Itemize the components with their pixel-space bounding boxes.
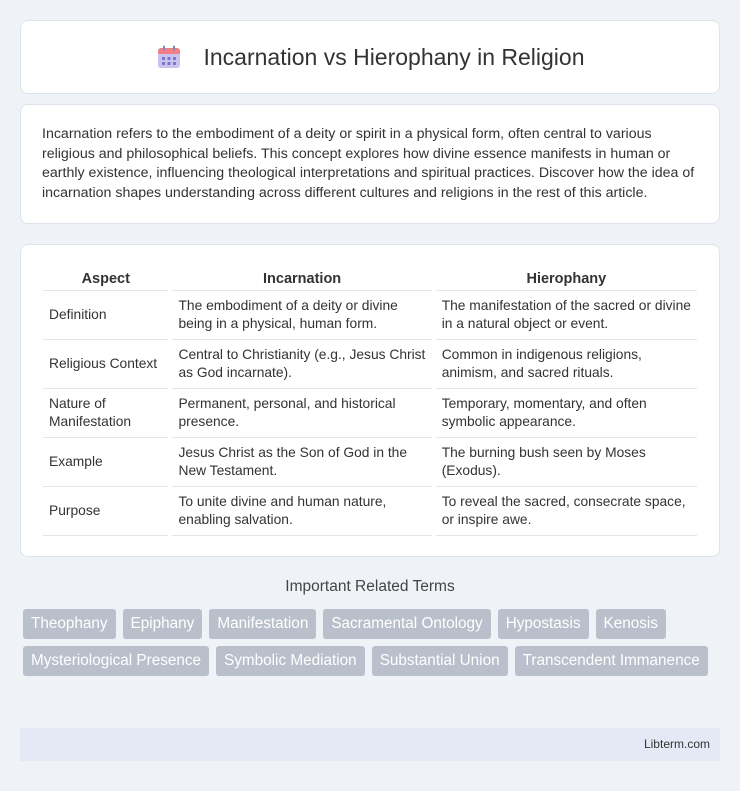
row-aspect: Religious Context (43, 340, 168, 389)
term-tag[interactable]: Epiphany (123, 609, 203, 639)
header-hierophany: Hierophany (436, 265, 697, 291)
table-row (43, 340, 697, 389)
comparison-table (39, 265, 701, 536)
header-incarnation: Incarnation (172, 265, 431, 291)
row-aspect: Nature of Manifestation (43, 389, 168, 438)
header-card (20, 20, 720, 94)
row-incarnation: Permanent, personal, and historical presence. (172, 389, 431, 438)
term-tag[interactable]: Hypostasis (498, 609, 589, 639)
table-row (43, 487, 697, 536)
footer (20, 728, 720, 761)
row-incarnation: Jesus Christ as the Son of God in the New Testament. (172, 438, 431, 487)
footer-site-link[interactable]: Libterm.com (643, 737, 710, 751)
comparison-table-card (20, 244, 720, 557)
term-tag[interactable]: Substantial Union (372, 646, 508, 676)
row-hierophany: To reveal the sacred, consecrate space, or inspire awe. (436, 487, 697, 536)
calendar-icon (156, 44, 182, 70)
row-aspect: Purpose (43, 487, 168, 536)
row-hierophany: Temporary, momentary, and often symbolic appearance. (436, 389, 697, 438)
row-aspect: Definition (43, 291, 168, 340)
term-tag[interactable]: Kenosis (596, 609, 666, 639)
table-row (43, 291, 697, 340)
term-tag[interactable]: Manifestation (209, 609, 316, 639)
row-incarnation: Central to Christianity (e.g., Jesus Christ as God incarnate). (172, 340, 431, 389)
intro-paragraph: Incarnation refers to the embodiment of a deity or spirit in a physical form, often central to various religious and philosophical beliefs. This concept explores how divine essence manifests in human or earthly existence, influencing theological interpretations and spiritual practices. Discover how the idea of incarnation shapes understanding across different cultures and religions in the rest of this article. (42, 126, 695, 201)
row-hierophany: The burning bush seen by Moses (Exodus). (436, 438, 697, 487)
term-tag[interactable]: Symbolic Mediation (216, 646, 365, 676)
related-terms-list (23, 609, 723, 676)
row-incarnation: To unite divine and human nature, enabling salvation. (172, 487, 431, 536)
table-header-row (43, 265, 697, 291)
term-tag[interactable]: Transcendent Immanence (515, 646, 708, 676)
row-aspect: Example (43, 438, 168, 487)
row-hierophany: The manifestation of the sacred or divine in a natural object or event. (436, 291, 697, 340)
term-tag[interactable]: Theophany (23, 609, 116, 639)
row-incarnation: The embodiment of a deity or divine being in a physical, human form. (172, 291, 431, 340)
term-tag[interactable]: Mysteriological Presence (23, 646, 209, 676)
row-hierophany: Common in indigenous religions, animism, and sacred rituals. (436, 340, 697, 389)
intro-card (20, 104, 720, 224)
term-tag[interactable]: Sacramental Ontology (323, 609, 490, 639)
related-terms-title: Important Related Terms (285, 578, 455, 595)
page-title: Incarnation vs Hierophany in Religion (203, 43, 585, 70)
header-aspect: Aspect (43, 265, 168, 291)
table-row (43, 389, 697, 438)
table-row (43, 438, 697, 487)
